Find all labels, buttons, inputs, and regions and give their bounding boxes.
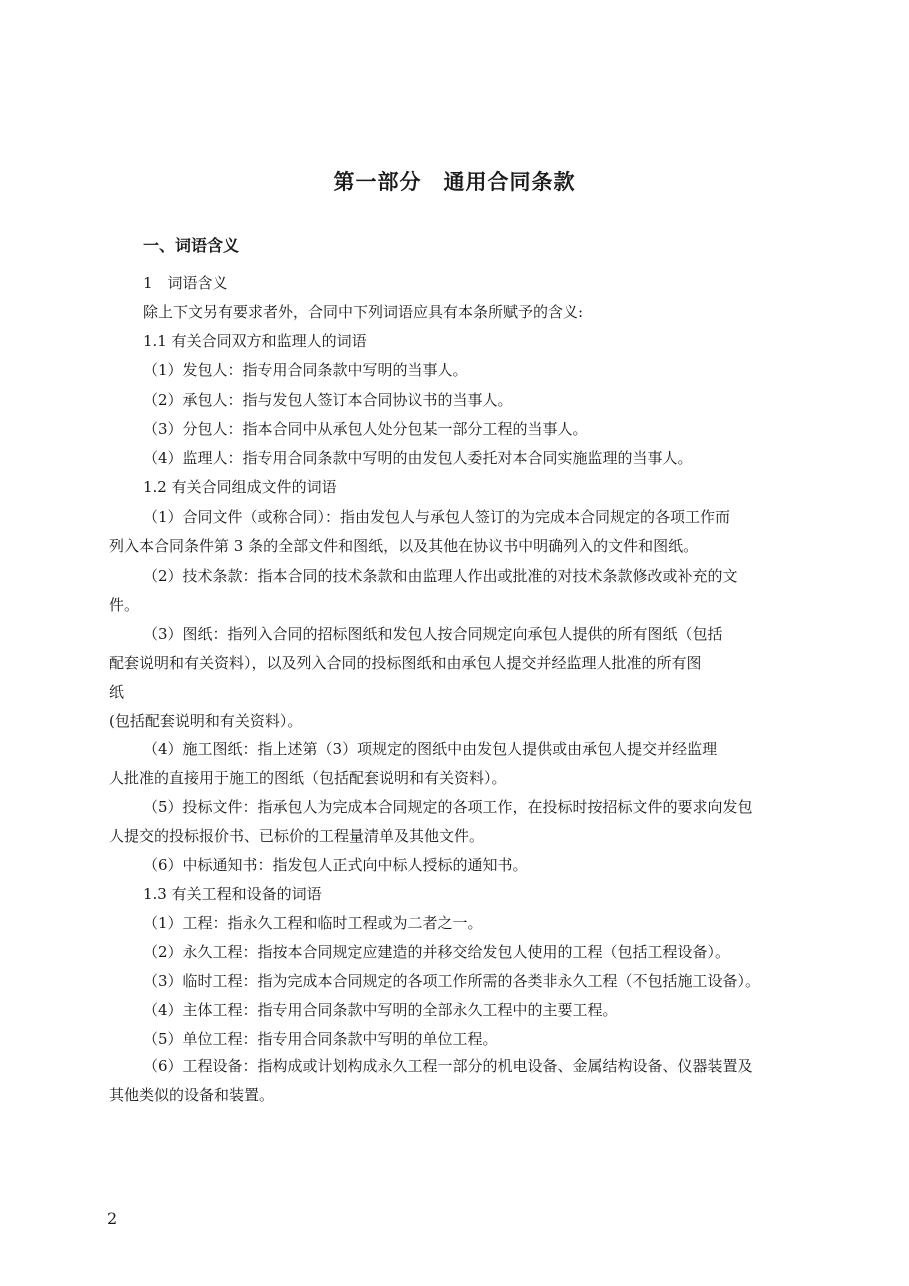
subsection-heading: 1.2 有关合同组成文件的词语 [143,478,337,496]
paragraph [109,620,799,736]
paragraph-line: 人提交的投标报价书、已标价的工程量清单及其他文件。 [109,827,485,845]
title-part: 第一部分 [333,170,422,194]
text-line: （5）单位工程：指专用合同条款中写明的单位工程。 [143,1030,498,1048]
paragraph [109,1052,799,1110]
paragraph-line: 配套说明和有关资料），以及列入合同的投标图纸和由承包人提交并经监理人批准的所有图 [109,654,702,672]
paragraph-line: （4）施工图纸：指上述第（3）项规定的图纸中由发包人提供或由承包人提交并经监理 [143,740,718,758]
paragraph [109,562,799,620]
text-line: （3）临时工程：指为完成本合同规定的各项工作所需的各类非永久工程（不包括施工设备）。 [143,972,761,990]
text-line: （1）发包人：指专用合同条款中写明的当事人。 [143,361,468,379]
page-number: 2 [107,1209,118,1228]
paragraph-line: （1）合同文件（或称合同）：指由发包人与承包人签订的为完成本合同规定的各项工作而 [143,508,731,526]
text-line: （2）永久工程：指按本合同规定应建造的并移交给发包人使用的工程（包括工程设备）。 [143,943,731,961]
title-text: 通用合同条款 [443,170,576,194]
paragraph-line: 件。 [109,596,140,614]
text-line: （6）中标通知书：指发包人正式向中标人授标的通知书。 [143,856,528,874]
paragraph [109,793,799,851]
text-line: （4）监理人：指专用合同条款中写明的由发包人委托对本合同实施监理的当事人。 [143,449,693,467]
text-line: （3）分包人：指本合同中从承包人处分包某一部分工程的当事人。 [143,420,588,438]
paragraph-line: 人批准的直接用于施工的图纸（包括配套说明和有关资料）。 [109,769,507,787]
paragraph-line: 列入本合同条件第 3 条的全部文件和图纸，以及其他在协议书中明确列入的文件和图纸。 [109,537,699,555]
paragraph-line: 其他类似的设备和装置。 [109,1086,275,1104]
paragraph-line: 纸 [109,683,125,701]
section-heading: 一、词语含义 [143,236,240,255]
paragraph-line: （6）工程设备：指构成或计划构成永久工程一部分的机电设备、金属结构设备、仪器装置及 [143,1057,753,1075]
paragraph-line: (包括配套说明和有关资料）。 [109,712,303,730]
paragraph-line: （2）技术条款：指本合同的技术条款和由监理人作出或批准的对技术条款修改或补充的文 [143,567,738,585]
text-line: （2）承包人：指与发包人签订本合同协议书的当事人。 [143,391,513,409]
paragraph-line: （3）图纸：指列入合同的招标图纸和发包人按合同规定向承包人提供的所有图纸（包括 [143,625,723,643]
paragraph [109,503,799,561]
text-line: （1）工程：指永久工程和临时工程或为二者之一。 [143,914,483,932]
text-line: 1.1 有关合同双方和监理人的词语 [143,332,367,350]
text-line: （4）主体工程：指专用合同条款中写明的全部永久工程中的主要工程。 [143,1001,618,1019]
subsection-heading: 1.3 有关工程和设备的词语 [143,885,322,903]
text-line: 除上下文另有要求者外，合同中下列词语应具有本条所赋予的含义: [143,303,584,321]
text-line: 1 词语含义 [143,274,228,292]
page-title [0,166,909,196]
paragraph [109,735,799,793]
paragraph-line: （5）投标文件：指承包人为完成本合同规定的各项工作，在投标时按招标文件的要求向发包 [143,798,753,816]
